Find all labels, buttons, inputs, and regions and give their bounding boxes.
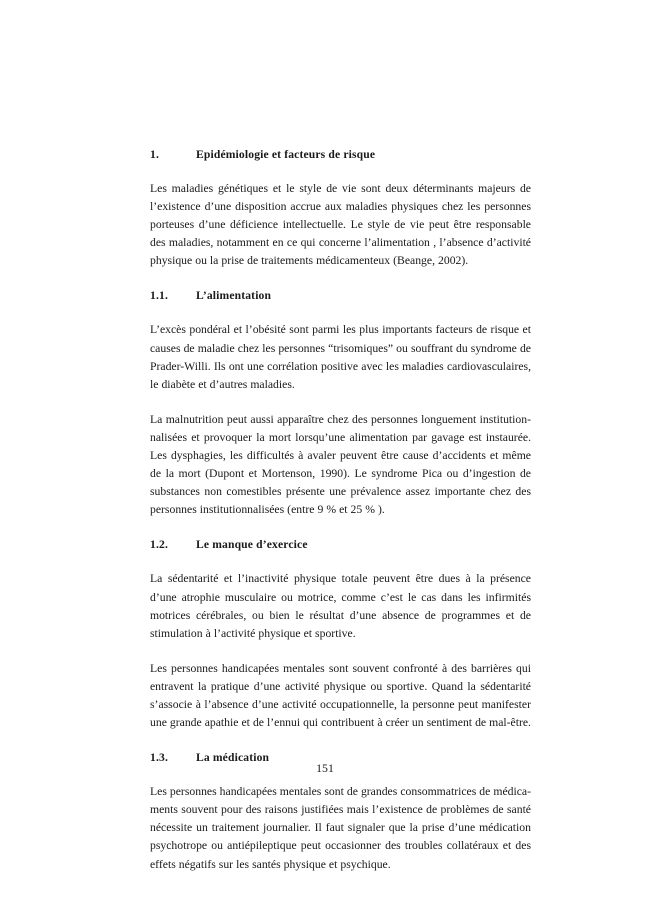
heading-title-1-3: La médication bbox=[196, 751, 270, 765]
paragraph: Les personnes handicapées mentales sont de grandes consommatrices de médica-ments souvent pour des raisons justifiées mais l’existence de problèmes de santé nécessite un traitement journalier. Il faut signaler que la prise d’une médication psychotrope ou antiépileptique peut occasionner des troubles collatéraux et des effets négatifs sur les santés physique et psychique. bbox=[150, 785, 531, 871]
heading-section-1-1 bbox=[150, 289, 531, 303]
heading-number-1-2: 1.2. bbox=[150, 538, 168, 552]
heading-title-1-2: Le manque d’exercice bbox=[196, 538, 308, 552]
spacer bbox=[150, 552, 531, 570]
heading-number-1-3: 1.3. bbox=[150, 751, 168, 765]
spacer bbox=[150, 162, 531, 180]
heading-section-1 bbox=[150, 148, 531, 162]
heading-title-1-1: L’alimentation bbox=[196, 289, 272, 303]
page-number: 151 bbox=[316, 761, 334, 775]
spacer bbox=[150, 303, 531, 321]
paragraph: Les personnes handicapées mentales sont souvent confronté à des barrières qui entravent la pratique d’une activité physique ou sportive. Quand la sédentarité s’associe à l’absence d’une activité occupationnelle, la personne peut manifester une grande apathie et de l’ennui qui contribuent à créer un sentiment de mal-être. bbox=[150, 661, 531, 730]
spacer bbox=[150, 270, 531, 289]
paragraph: Les maladies génétiques et le style de vie sont deux déterminants majeurs de l’existence d’une disposition accrue aux maladies physiques chez les personnes porteuses d’une déficience intellectuelle. Le style de vie peut être responsable des maladies, notamment en ce qui concerne l’alimentation , l’absence d’activité physique ou la prise de traitements médicamenteux (Beange, 2002). bbox=[150, 182, 531, 268]
heading-section-1-2 bbox=[150, 538, 531, 552]
heading-number-1: 1. bbox=[150, 148, 159, 161]
heading-number-1-1: 1.1. bbox=[150, 289, 168, 303]
heading-title-1: Epidémiologie et facteurs de risque bbox=[196, 148, 376, 161]
spacer bbox=[150, 394, 531, 411]
paragraph: La sédentarité et l’inactivité physique totale peuvent être dues à la présence d’une atrophie musculaire ou motrice, comme c’est le cas dans les infirmités motrices cérébrales, ou bien le résultat d’une absence de programmes et de stimulation à l’activité physique et sportive. bbox=[150, 572, 531, 640]
spacer bbox=[150, 732, 531, 751]
spacer bbox=[150, 643, 531, 660]
paragraph: L’excès pondéral et l’obésité sont parmi les plus importants facteurs de risque et causes de maladie chez les personnes “trisomiques” ou souffrant du syndrome de Prader-Willi. Ils ont une corrélation positive avec les maladies cardiovasculaires, le diabète et d’autres maladies. bbox=[150, 323, 531, 391]
paragraph: La malnutrition peut aussi apparaître chez des personnes longuement institution-nalisées et provoquer la mort lorsqu’une alimentation par gavage est instaurée. Les dysphagies, les difficultés à avaler peuvent être cause d’accidents et même de la mort (Dupont et Mortenson, 1990). Le syndrome Pica ou d’ingestion de substances non comestibles présente une prévalence assez importante chez des personnes institutionnalisées (entre 9 % et 25 % ). bbox=[150, 412, 531, 517]
spacer bbox=[150, 519, 531, 538]
